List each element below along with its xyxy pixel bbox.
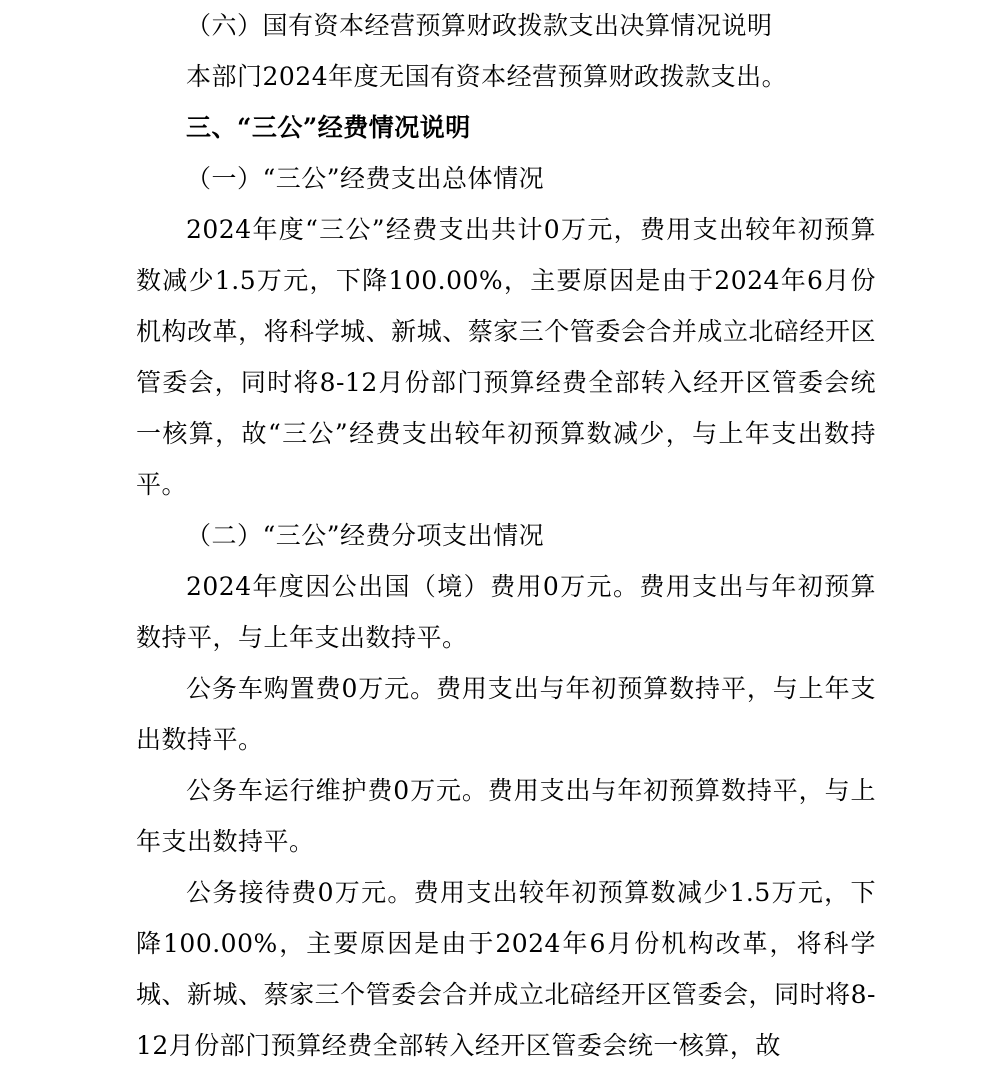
paragraph-reception: 公务接待费0万元。费用支出较年初预算数减少1.5万元，下降100.00%，主要原因是由于2024年6月份机构改革，将科学城、新城、蔡家三个管委会合并成立北碚经开区管委会，同时将8-12月份部门预算经费全部转入经开区管委会统一核算，故 (136, 878, 876, 1060)
paragraph-vehicle-operation: 公务车运行维护费0万元。费用支出与年初预算数持平，与上年支出数持平。 (136, 776, 876, 856)
paragraph-overall: 2024年度“三公”经费支出共计0万元，费用支出较年初预算数减少1.5万元，下降100.00%，主要原因是由于2024年6月份机构改革，将科学城、新城、蔡家三个管委会合并成立北碚经开区管委会，同时将8-12月份部门预算经费全部转入经开区管委会统一核算，故“三公”经费支出较年初预算数减少，与上年支出数持平。 (136, 215, 876, 499)
section-heading-three-public: 三、“三公”经费情况说明 (186, 113, 471, 142)
section-heading-state-capital: （六）国有资本经营预算财政拨款支出决算情况说明 (186, 11, 773, 40)
paragraph-state-capital: 本部门2024年度无国有资本经营预算财政拨款支出。 (186, 62, 788, 91)
document-page (136, 0, 876, 1071)
subheading-overall: （一）“三公”经费支出总体情况 (186, 164, 545, 193)
paragraph-vehicle-purchase: 公务车购置费0万元。费用支出与年初预算数持平，与上年支出数持平。 (136, 674, 876, 754)
paragraph-overseas: 2024年度因公出国（境）费用0万元。费用支出与年初预算数持平，与上年支出数持平。 (136, 572, 876, 652)
subheading-itemized: （二）“三公”经费分项支出情况 (186, 521, 545, 550)
